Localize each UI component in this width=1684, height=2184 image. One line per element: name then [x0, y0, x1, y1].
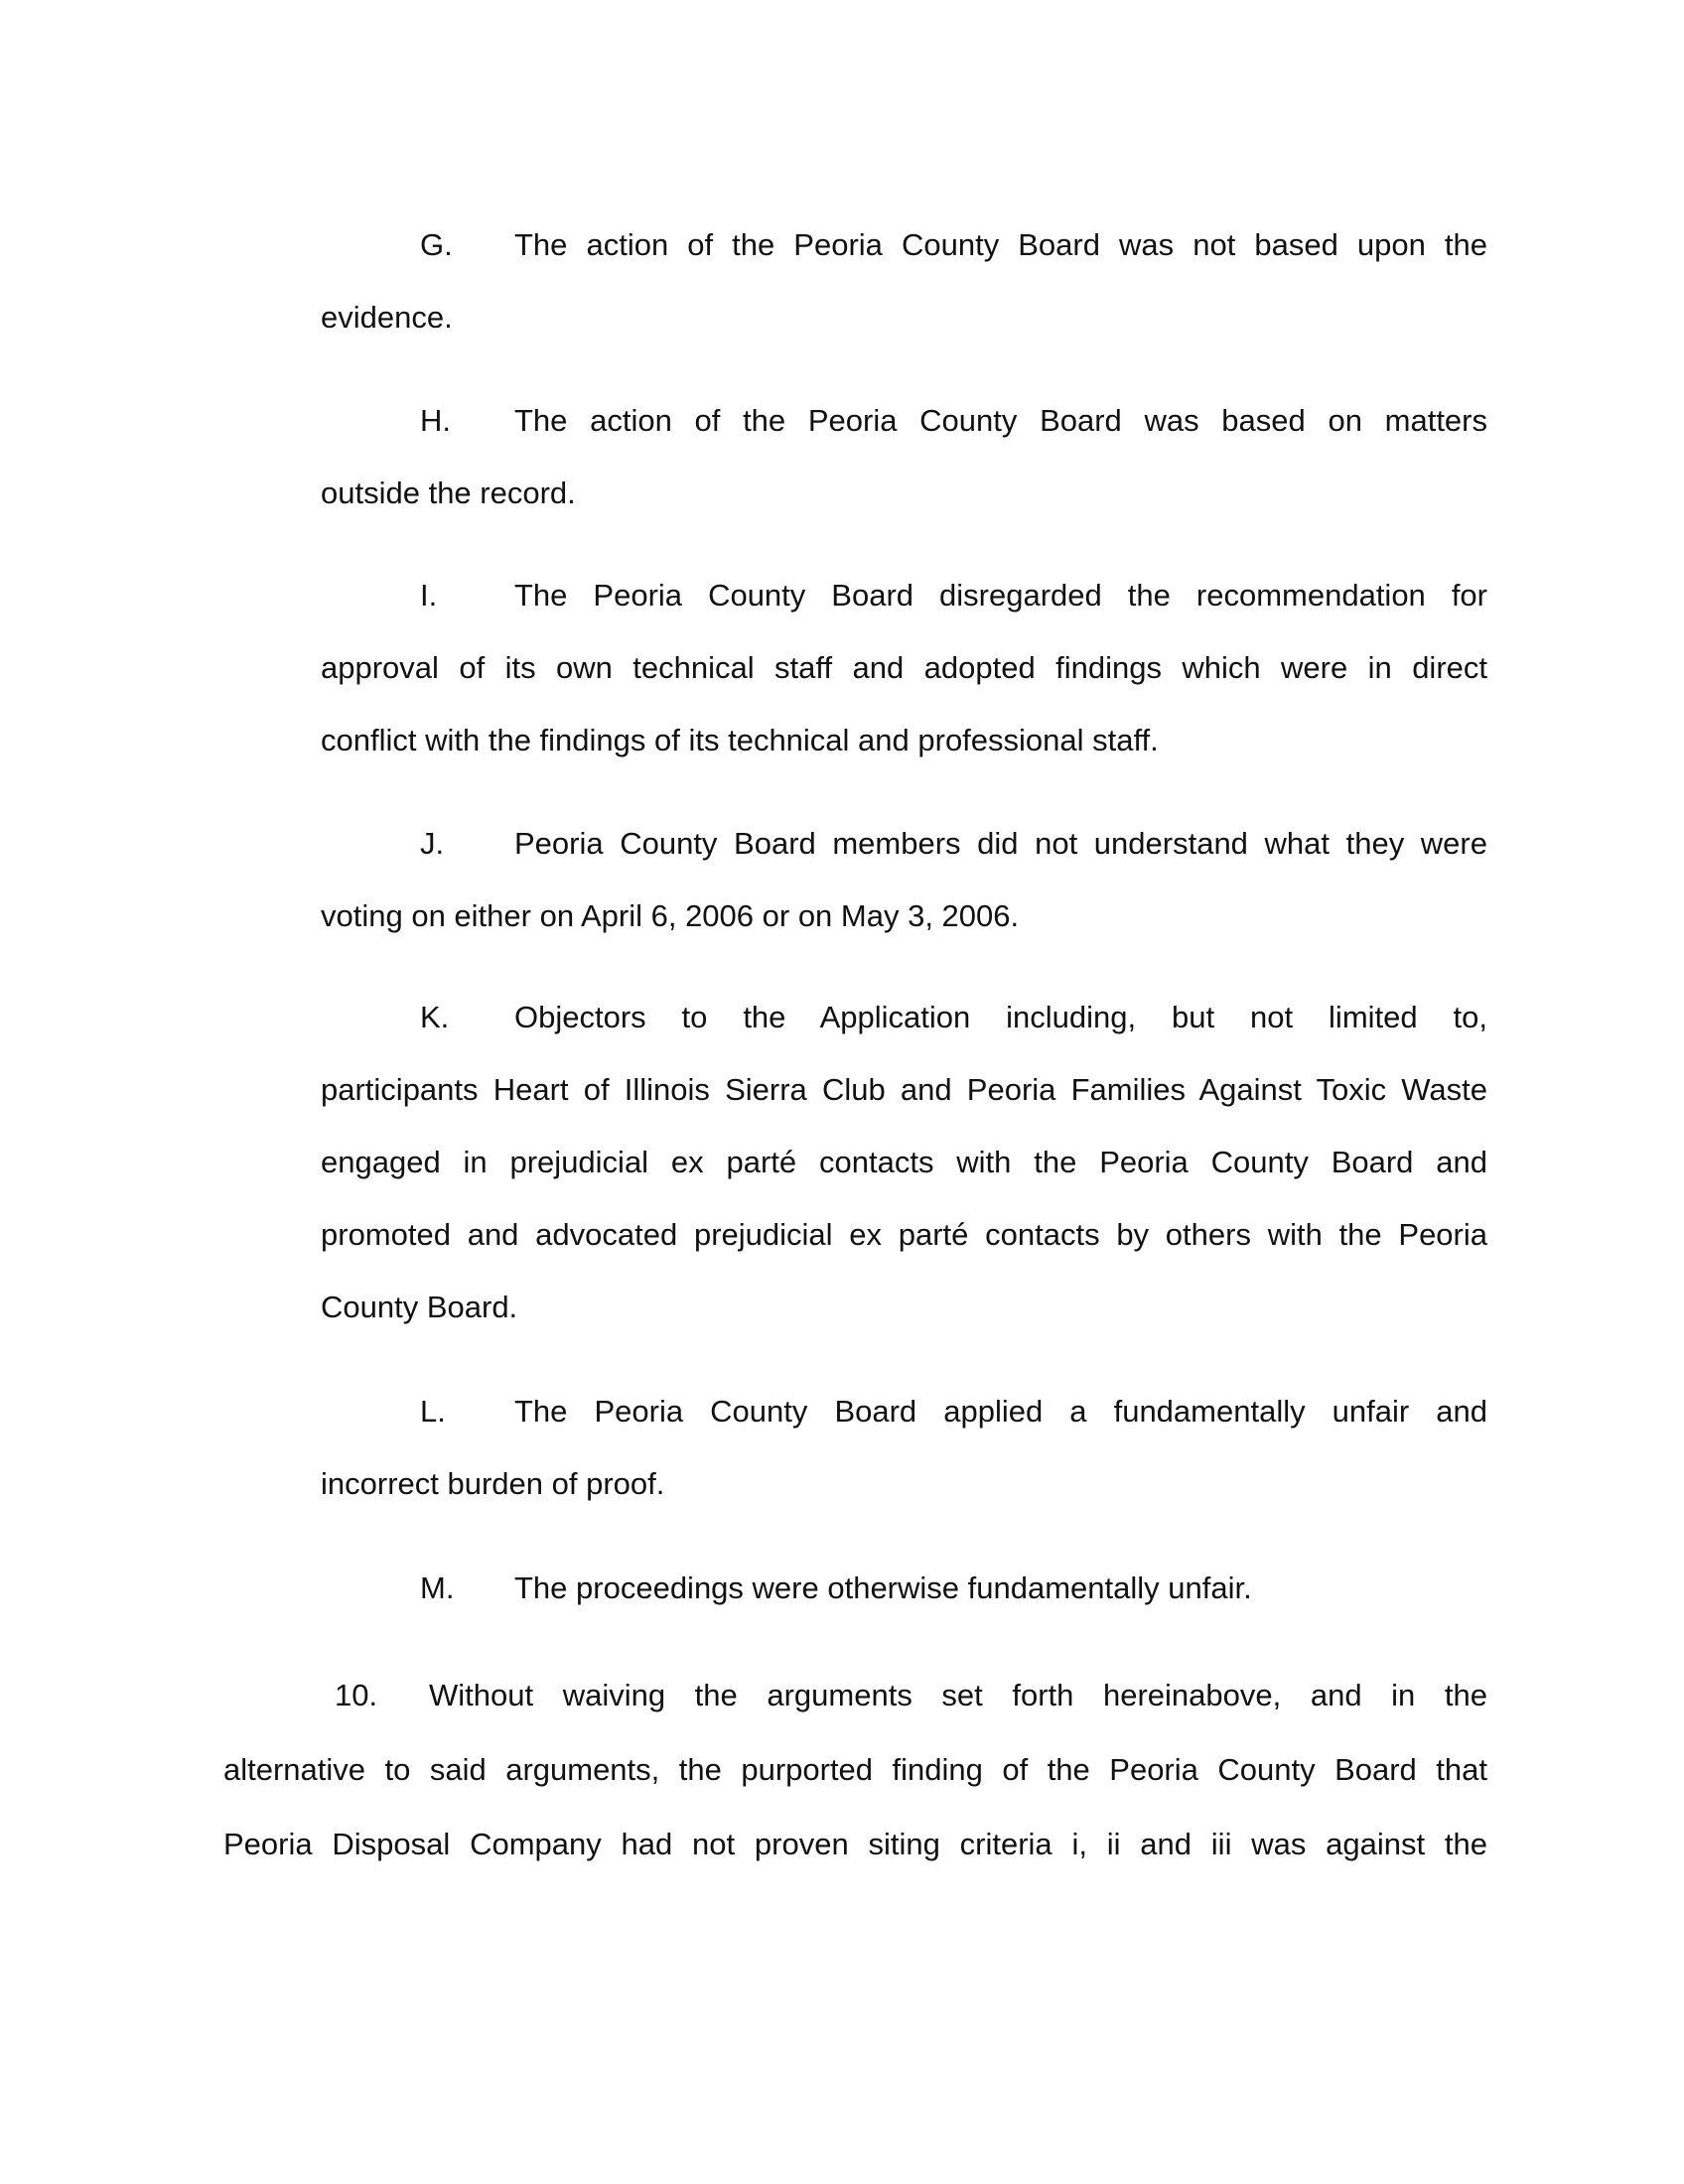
numbered-paragraph-10 — [223, 1658, 1487, 1881]
paragraph-j-first-line — [321, 807, 1487, 880]
numbered-paragraph-line-2: alternative to said arguments, the purported finding of the Peoria County Board that — [223, 1752, 1487, 1787]
paragraph-h-first-line — [321, 384, 1487, 457]
paragraph-i-line-3: conflict with the findings of its technical and professional staff. — [321, 723, 1159, 757]
numbered-paragraph-line-3: Peoria Disposal Company had not proven siting criteria i, ii and iii was against the — [223, 1827, 1487, 1861]
paragraph-j-letter: J. — [420, 826, 445, 861]
paragraph-k-line-4: promoted and advocated prejudicial ex parté contacts by others with the Peoria — [321, 1217, 1487, 1252]
paragraph-g — [321, 208, 1487, 353]
paragraph-m-first-line — [321, 1552, 1487, 1624]
paragraph-h-line-1: The action of the Peoria County Board was based on matters — [514, 403, 1487, 438]
paragraph-g-line-1: The action of the Peoria County Board was not based upon the — [514, 227, 1487, 262]
paragraph-l-first-line — [321, 1375, 1487, 1447]
paragraph-m — [321, 1552, 1487, 1624]
paragraph-l-line-1: The Peoria County Board applied a fundamentally unfair and — [514, 1394, 1487, 1429]
paragraph-k-line-3: engaged in prejudicial ex parté contacts with the Peoria County Board and — [321, 1145, 1487, 1179]
paragraph-m-letter: M. — [420, 1570, 455, 1605]
paragraph-j — [321, 807, 1487, 952]
paragraph-h-letter: H. — [420, 403, 451, 438]
paragraph-i-line-1: The Peoria County Board disregarded the recommendation for — [514, 578, 1487, 613]
paragraph-k-line-1: Objectors to the Application including, but not limited to, — [514, 1000, 1487, 1034]
paragraph-m-line-1: The proceedings were otherwise fundamentally unfair. — [514, 1570, 1252, 1605]
paragraph-i — [321, 559, 1487, 776]
paragraph-j-line-2: voting on either on April 6, 2006 or on May 3, 2006. — [321, 898, 1020, 933]
paragraph-k-letter: K. — [420, 1000, 450, 1034]
paragraph-k-line-5: County Board. — [321, 1290, 518, 1324]
paragraph-l — [321, 1375, 1487, 1520]
paragraph-h-line-2: outside the record. — [321, 476, 576, 510]
paragraph-h — [321, 384, 1487, 529]
numbered-paragraph-line-1: Without waiving the arguments set forth hereinabove, and in the — [429, 1678, 1487, 1712]
paragraph-k-first-line — [321, 981, 1487, 1053]
paragraph-g-letter: G. — [420, 227, 453, 262]
paragraph-g-line-2: evidence. — [321, 300, 453, 335]
paragraph-i-first-line — [321, 559, 1487, 631]
paragraph-k-line-2: participants Heart of Illinois Sierra Club and Peoria Families Against Toxic Waste — [321, 1072, 1487, 1107]
paragraph-i-line-2: approval of its own technical staff and adopted findings which were in direct — [321, 650, 1487, 685]
paragraph-g-first-line — [321, 208, 1487, 281]
paragraph-number: 10. — [335, 1678, 378, 1712]
paragraph-l-letter: L. — [420, 1394, 446, 1429]
paragraph-k — [321, 981, 1487, 1343]
paragraph-l-line-2: incorrect burden of proof. — [321, 1466, 665, 1501]
paragraph-i-letter: I. — [420, 578, 438, 613]
paragraph-j-line-1: Peoria County Board members did not understand what they were — [514, 826, 1487, 861]
